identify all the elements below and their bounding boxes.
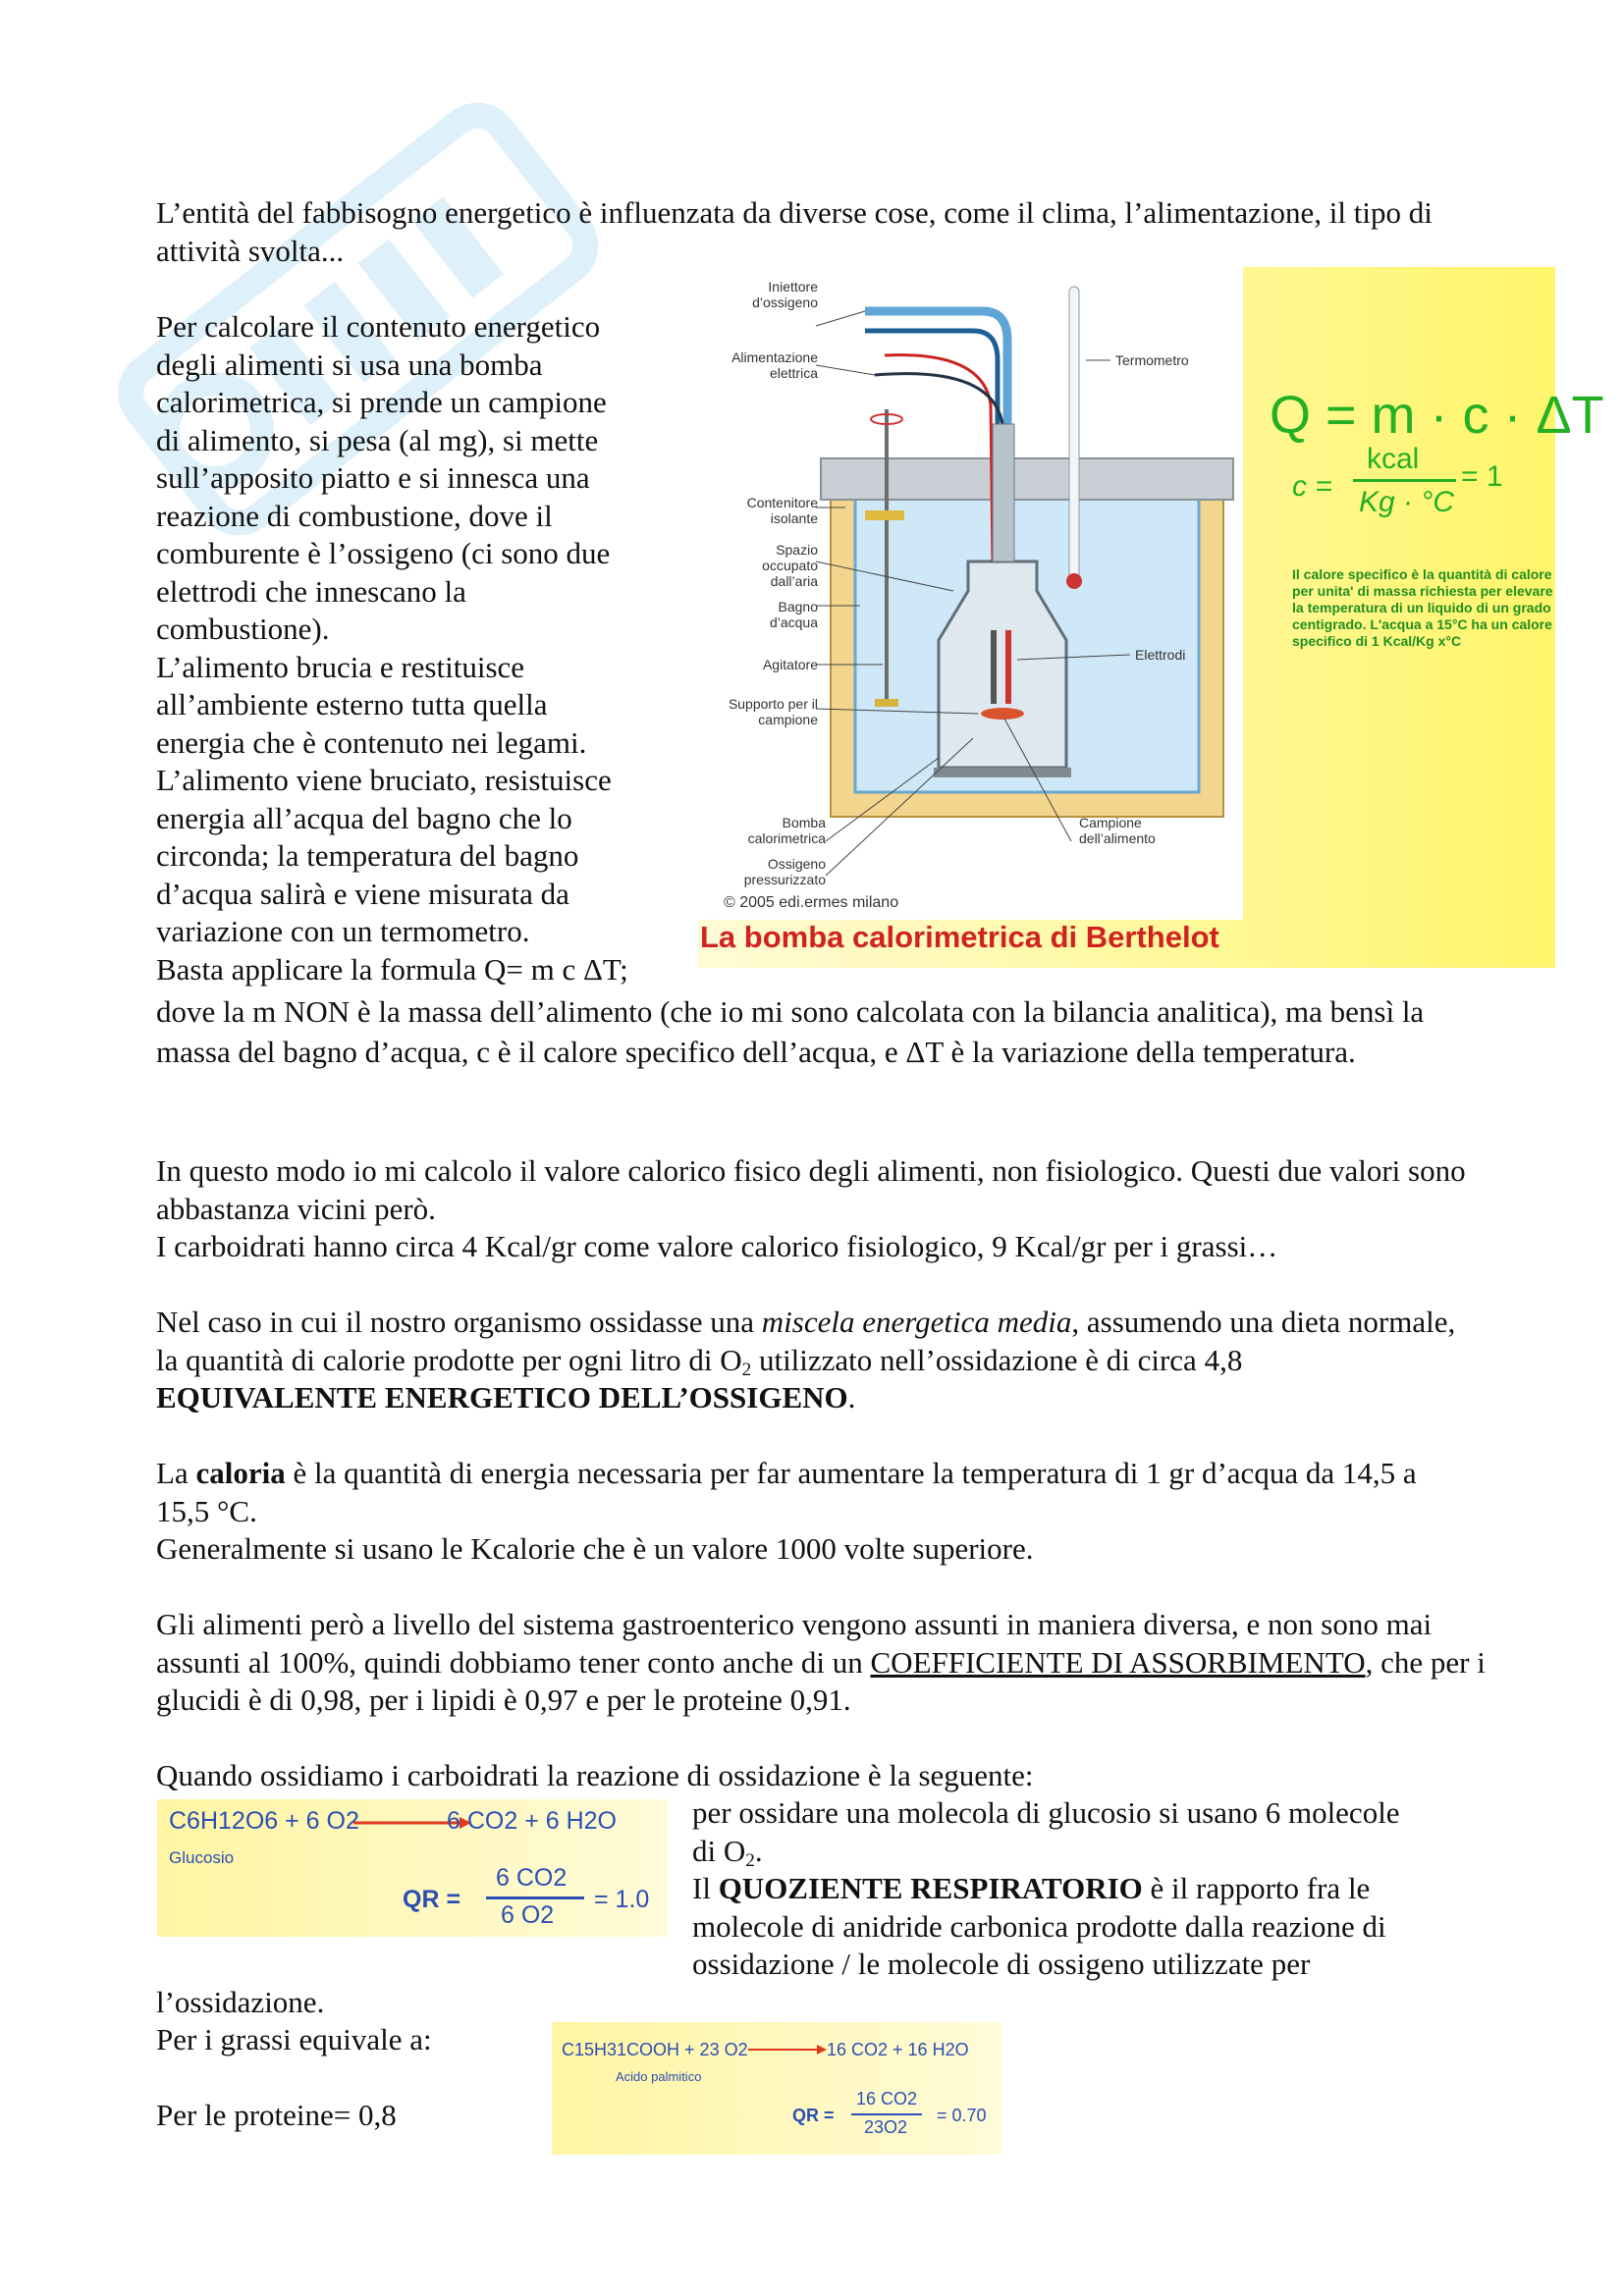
specific-heat-note: Il calore specifico è la quantità di calore per unita' di massa richiesta per elevare la temperatura di un liquido di un grado centigrado. L'acqua a 15°C ha un calore specifico di 1 Kcal/Kg x°C (1292, 566, 1553, 649)
column-line: combustione). (156, 612, 330, 646)
column-line: degli alimenti si usa una bomba (156, 347, 543, 382)
text-segment: di O (692, 1833, 746, 1868)
paragraph-oxidation-intro: Quando ossidiamo i carboidrati la reazione di ossidazione è la seguente: (156, 1758, 1034, 1792)
glucose-label: Glucosio (169, 1848, 235, 1867)
column-line: sull’apposito piatto e si innesca una (156, 460, 590, 495)
glucose-qr-denominator: 6 O2 (501, 1901, 555, 1929)
column-line: d’acqua salirà e viene misurata da (156, 876, 569, 911)
underlined-term-absorption: COEFFICIENTE DI ASSORBIMENTO (870, 1644, 1366, 1680)
bold-term-caloria: caloria (195, 1456, 286, 1490)
column-line: L’alimento brucia e restituisce (156, 649, 525, 684)
palmitic-qr-numerator: 16 CO2 (856, 2089, 918, 2109)
palmitic-reactants: C15H31COOH + 23 O2 (562, 2040, 748, 2059)
figure-copyright: © 2005 edi.ermes milano (724, 894, 899, 911)
label-power-supply: Alimentazione elettrica (731, 349, 818, 381)
formula-fraction-bar (1353, 479, 1456, 482)
paragraph-calorie-definition (156, 1455, 1462, 1530)
subscript: 2 (745, 1849, 755, 1871)
formula-denominator: Kg · °C (1359, 486, 1455, 518)
bold-term-respiratory-quotient: QUOZIENTE RESPIRATORIO (718, 1871, 1143, 1905)
italic-term: miscela energetica media (761, 1305, 1072, 1339)
column-line: di alimento, si pesa (al mg), si mette (156, 422, 599, 457)
text-proteins: Per le proteine= 0,8 (156, 2098, 397, 2132)
text-segment: è la quantità di energia necessaria per far aumentare la temperatura di 1 gr d’acqua da 14,5 a 15,5 °C. (156, 1456, 1417, 1528)
paragraph-formula-explanation: dove la m NON è la massa dell’alimento (che io mi sono calcolata con la bilancia analitica), ma bensì la massa del bagno d’acqua, c è il calore specifico dell’acqua, e ΔT è la variazione della temperatura. (156, 994, 1425, 1069)
formula-numerator: kcal (1367, 443, 1420, 475)
column-line: elettrodi che innescano la (156, 573, 466, 609)
text-oxidation-end: l’ossidazione. (156, 1984, 325, 2019)
palmitic-qr-value: = 0.70 (937, 2106, 987, 2125)
label-calorimetric-bomb: Bomba calorimetrica (747, 815, 826, 846)
text-segment: è il rapporto fra le (1142, 1871, 1371, 1905)
glucose-reactants: C6H12O6 + 6 O2 (169, 1807, 359, 1835)
formula-equals-one: = 1 (1461, 460, 1503, 493)
column-line: comburente è l’ossigeno (ci sono due (156, 536, 611, 570)
text-glucose-molecules: per ossidare una molecola di glucosio si usano 6 molecole (692, 1795, 1400, 1830)
paragraph-physical-value: In questo modo io mi calcolo il valore calorico fisico degli alimenti, non fisiologico. Questi due valori sono abbastanza vicini però. (156, 1153, 1466, 1226)
glucose-oxidation-equation (157, 1799, 668, 1937)
text-oxidation-ratio: ossidazione / le molecole di ossigeno utilizzate per (692, 1947, 1311, 1981)
palmitic-qr-denominator: 23O2 (864, 2117, 908, 2137)
glucose-qr-numerator: 6 CO2 (496, 1864, 568, 1892)
figure-caption: La bomba calorimetrica di Berthelot (700, 920, 1219, 954)
column-line: circonda; la temperatura del bagno (156, 838, 579, 873)
text-segment: , che per i glucidi è di 0,98, per i lipidi è 0,97 e per le proteine 0,91. (156, 1644, 1486, 1717)
paragraph-oxygen-equivalent (156, 1304, 1482, 1417)
column-line: energia che è contenuto nei legami. (156, 724, 587, 760)
glucose-qr-value: = 1.0 (594, 1886, 650, 1913)
glucose-products: 6 CO2 + 6 H2O (447, 1807, 617, 1835)
column-line: energia all’acqua del bagno che lo (156, 800, 572, 835)
palmitic-products: 16 CO2 + 16 H2O (827, 2040, 969, 2059)
paragraph-carbohydrates-value: I carboidrati hanno circa 4 Kcal/gr come valore calorico fisiologico, 9 Kcal/gr per i grassi… (156, 1229, 1278, 1263)
label-electrodes: Elettrodi (1135, 647, 1186, 663)
text-segment: Il (692, 1871, 719, 1905)
label-stirrer: Agitatore (762, 657, 818, 672)
label-air-space: Spazio occupato dall’aria (762, 542, 818, 589)
text-segment: . (847, 1380, 856, 1415)
text-segment: Nel caso in cui il nostro organismo ossidasse una (156, 1305, 762, 1339)
column-line: Basta applicare la formula Q= m c ΔT; (156, 951, 628, 987)
text-segment: , assumendo una dieta normale, la quantità di calorie prodotte per ogni litro di O (156, 1305, 1456, 1377)
paragraph-kcalorie: Generalmente si usano le Kcalorie che è un valore 1000 volte superiore. (156, 1531, 1034, 1566)
text-co2-molecules: molecole di anidride carbonica prodotte dalla reazione di (692, 1908, 1386, 1944)
label-thermometer: Termometro (1115, 352, 1189, 368)
label-pressurized-oxygen: Ossigeno pressurizzato (743, 856, 826, 887)
palmitic-qr-label: QR = (792, 2106, 835, 2125)
formula-c-label: c = (1292, 470, 1332, 503)
column-line: calorimetrica, si prende un campione (156, 385, 607, 419)
text-respiratory-quotient (692, 1870, 1370, 1908)
label-insulated-container: Contenitore isolante (746, 495, 818, 526)
label-water-bath: Bagno d’acqua (769, 599, 818, 630)
text-segment: La (156, 1456, 196, 1490)
text-o2 (692, 1833, 763, 1871)
label-food-sample: Campione dell’alimento (1079, 815, 1156, 846)
text-segment: utilizzato nell’ossidazione è di circa 4,8 (751, 1342, 1243, 1377)
label-oxygen-injector: Iniettore d’ossigeno (752, 279, 818, 310)
reaction-arrow-icon (748, 2043, 827, 2056)
glucose-qr-label: QR = (403, 1886, 461, 1913)
calorimeter-diagram-panel (698, 267, 1243, 920)
column-line: reazione di combustione, dove il (156, 498, 553, 533)
palmitic-qr-fraction-bar (851, 2113, 922, 2115)
label-sample-support: Supporto per il campione (728, 696, 818, 727)
subscript: 2 (741, 1359, 752, 1380)
paragraph-intro: L’entità del fabbisogno energetico è influenzata da diverse cose, come il clima, l’alimentazione, il tipo di attività svolta... (156, 195, 1433, 268)
palmitic-label: Acido palmitico (616, 2069, 702, 2084)
column-line: L’alimento viene bruciato, resistuisce (156, 763, 612, 797)
column-line: Per calcolare il contenuto energetico (156, 309, 601, 344)
column-line: all’ambiente esterno tutta quella (156, 687, 548, 721)
glucose-qr-fraction-bar (486, 1896, 584, 1899)
palmitic-acid-oxidation-equation (552, 2022, 1001, 2155)
heat-formula: Q = m · c · ΔT (1270, 386, 1604, 445)
column-line: variazione con un termometro. (156, 914, 530, 948)
paragraph-absorption-coefficient (156, 1606, 1491, 1720)
text-segment: . (754, 1833, 763, 1868)
text-fats: Per i grassi equivale a: (156, 2022, 432, 2056)
text-segment: Gli alimenti però a livello del sistema gastroenterico vengono assunti in maniera diversa, e non sono mai assunti al 100%, quindi dobbiamo tener conto anche di un (156, 1607, 1433, 1680)
bold-term-oxygen-equivalent: EQUIVALENTE ENERGETICO DELL’OSSIGENO (156, 1380, 848, 1415)
calorimeter-figure (698, 267, 1604, 968)
